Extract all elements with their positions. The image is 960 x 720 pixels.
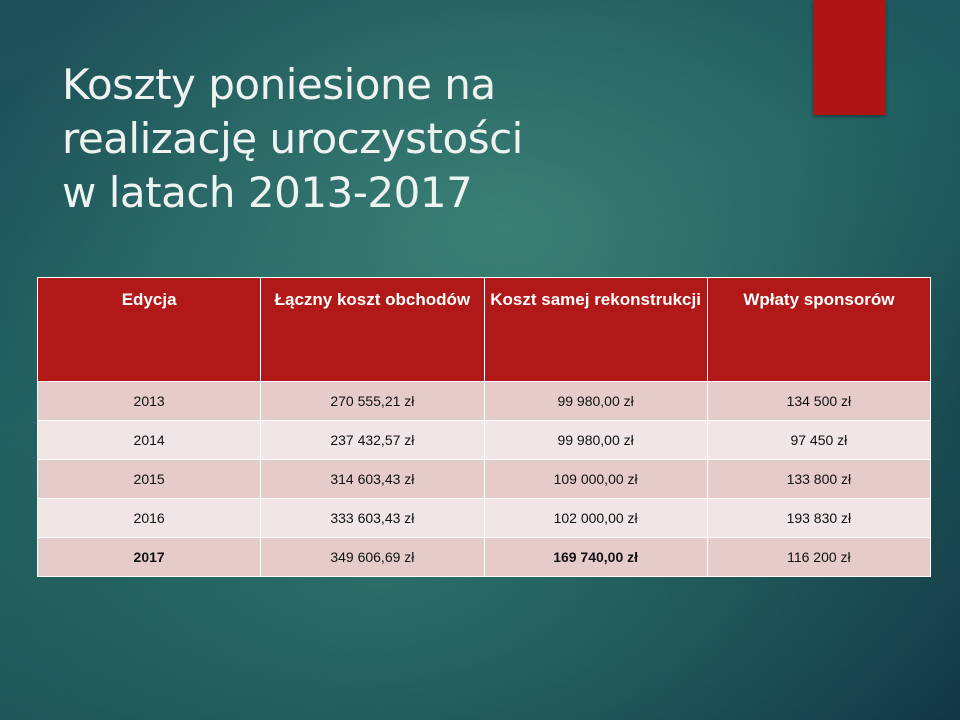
- cell-edition: 2017: [38, 538, 261, 577]
- table-header-row: [38, 278, 931, 382]
- cell-sponsors: 134 500 zł: [707, 382, 930, 421]
- cell-reconstruction-cost: 99 980,00 zł: [484, 421, 707, 460]
- cell-reconstruction-cost: 169 740,00 zł: [484, 538, 707, 577]
- title-line-3: w latach 2013-2017: [62, 168, 473, 217]
- red-accent-tab: [813, 0, 886, 115]
- title-line-1: Koszty poniesione na: [62, 60, 496, 109]
- cell-edition: 2013: [38, 382, 261, 421]
- slide-title: [62, 58, 782, 220]
- cell-sponsors: 116 200 zł: [707, 538, 930, 577]
- costs-table: [37, 277, 931, 577]
- cell-edition: 2016: [38, 499, 261, 538]
- cell-sponsors: 97 450 zł: [707, 421, 930, 460]
- cell-reconstruction-cost: 99 980,00 zł: [484, 382, 707, 421]
- title-line-2: realizację uroczystości: [62, 114, 523, 163]
- cell-reconstruction-cost: 109 000,00 zł: [484, 460, 707, 499]
- table-row: [38, 460, 931, 499]
- header-reconstruction-cost: Koszt samej rekonstrukcji: [484, 278, 707, 382]
- cell-reconstruction-cost: 102 000,00 zł: [484, 499, 707, 538]
- cell-edition: 2014: [38, 421, 261, 460]
- cell-edition: 2015: [38, 460, 261, 499]
- cell-sponsors: 133 800 zł: [707, 460, 930, 499]
- table-row: [38, 421, 931, 460]
- cell-total-cost: 349 606,69 zł: [261, 538, 484, 577]
- cell-total-cost: 237 432,57 zł: [261, 421, 484, 460]
- header-sponsors: Wpłaty sponsorów: [707, 278, 930, 382]
- cell-total-cost: 314 603,43 zł: [261, 460, 484, 499]
- cell-total-cost: 270 555,21 zł: [261, 382, 484, 421]
- table-row: [38, 382, 931, 421]
- cell-sponsors: 193 830 zł: [707, 499, 930, 538]
- table-row: [38, 499, 931, 538]
- cell-total-cost: 333 603,43 zł: [261, 499, 484, 538]
- header-total-cost: Łączny koszt obchodów: [261, 278, 484, 382]
- table-row: [38, 538, 931, 577]
- header-edition: Edycja: [38, 278, 261, 382]
